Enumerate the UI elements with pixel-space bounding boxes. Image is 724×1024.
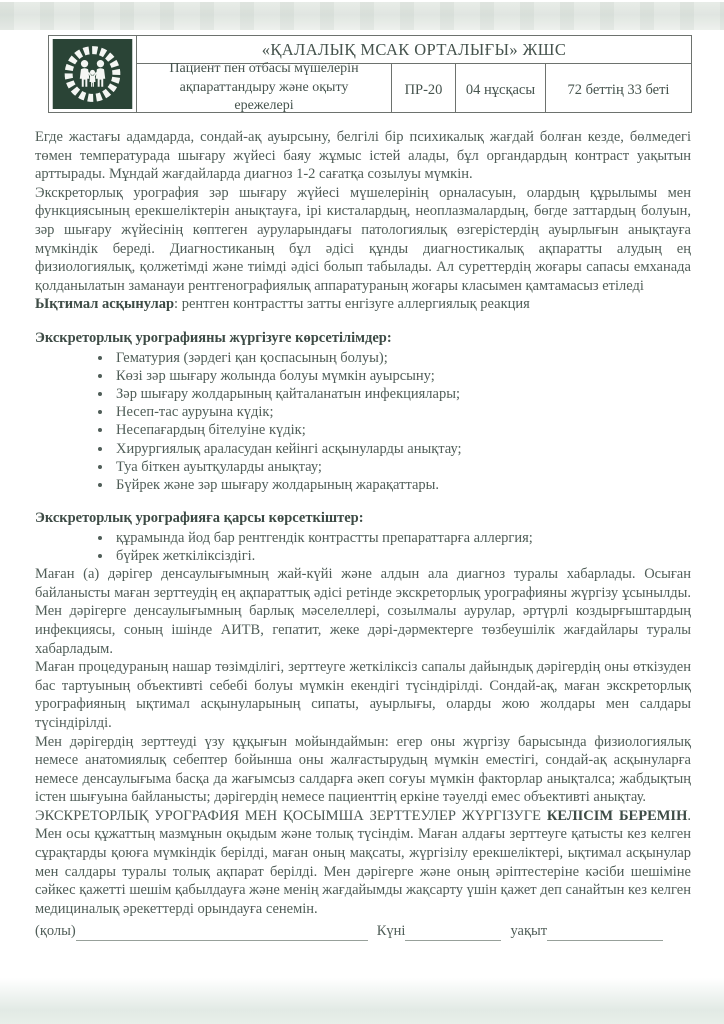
contraindications-list — [35, 529, 691, 565]
consent-paragraph-informed: Маған (а) дәрігер денсаулығымның жай-күйі және алдын ала диагноз туралы хабарлады. Осыған байланысты маған зерттеудің ең ақпараттық әдісі ретінде экскреторлық урографияны жүргізу ұсынылды. Мен дәрігерге денсаулығымның барлық мәселеллері, созылмалы аурулар, әртүрлі коздырғыштардың инфекциясы, соның ішінде АИТВ, гепатит, жеке дәрі-дәрмектерге төзбеушілік жағдайлары туралы хабарладым. — [35, 566, 691, 657]
signature-blank-line — [76, 927, 368, 941]
list-item: • Хирургиялық араласудан кейінгі асқынуларды анықтау; — [113, 440, 691, 458]
consent-agreement-caps: ЭКСКРЕТОРЛЫҚ УРОГРАФИЯ МЕН ҚОСЫМША ЗЕРТТЕУЛЕР ЖҮРГІЗУГЕ — [35, 807, 547, 824]
doc-version-cell: 04 нұсқасы — [455, 64, 545, 112]
time-label: уақыт — [510, 923, 548, 940]
paragraph-elderly-patients: Егде жастағы адамдарда, сондай-ақ ауырсыну, белгілі бір психикалық жағдай болған кезде, бөлмедегі төмен температурада шығару жүйесі баяу жұмыс істей алады, бұл органдардың контраст уақытын арттырады. Мұндай жағдайларда диагноз 1-2 сағатқа созылуы мүмкін. — [35, 129, 691, 183]
list-item: • бүйрек жеткіліксіздігі. — [113, 547, 691, 565]
scan-artifact-top-band — [0, 2, 724, 30]
list-item: • Несепағардың бітелуіне күдік; — [113, 421, 691, 439]
document-header-table — [48, 35, 692, 113]
list-item: • Туа біткен ауытқуларды анықтау; — [113, 458, 691, 476]
list-item: • Көзі зәр шығару жолында болуы мүмкін ауырсыну; — [113, 367, 691, 385]
signature-row — [35, 922, 691, 941]
document-body — [35, 128, 691, 941]
consent-agreement-bold: КЕЛІСІМ БЕРЕМІН — [546, 807, 688, 824]
indications-heading: Экскреторлық урографияны жүргізуге көрсетілімдер: — [35, 329, 392, 346]
organization-logo — [49, 36, 137, 112]
possible-complications-label: Ықтимал асқынулар — [35, 296, 175, 313]
list-item: • құрамында йод бар рентгендік контрастты препараттарға аллергия; — [113, 529, 691, 547]
list-item: • Бүйрек және зәр шығару жолдарының жарақаттары. — [113, 476, 691, 494]
doc-page-number-cell: 72 беттің 33 беті — [545, 64, 691, 112]
doc-title-cell: Пациент пен отбасы мүшелерін ақпараттандыру және оқыту ережелері — [169, 60, 359, 114]
contraindications-heading: Экскреторлық урографияға қарсы көрсеткіштер: — [35, 510, 364, 527]
doc-code-cell: ПР-20 — [391, 64, 455, 112]
signature-label: (қолы) — [35, 923, 76, 940]
indications-list — [35, 349, 691, 495]
possible-complications-text: : рентген контрастты затты енгізуге аллергиялық реакция — [174, 296, 530, 313]
scan-artifact-bottom-band — [0, 978, 724, 1024]
paragraph-urography-description: Экскреторлық урография зәр шығару жүйесі мүшелерінің орналасуын, олардың құрылымы мен функциясының ерекшеліктерін анықтауға, ірі кисталардың, неоплазмалардың, бөгде заттардың болуын, зәр шығару жүйесінің көптеген ауруларындағы патологиялық өзгерістердің ауырлығын анықтауға мүмкіндік береді. Диагностиканың бұл әдісі құнды диагностикалық ақпаратты алудың ең физиологиялық, қолжетімді және тиімді әдісі болып табылады. Ал суреттердің жоғары сапасы емханада қолданылатын заманауи рентгенографиялық аппаратураның жоғары класымен қамтамасыз етіледі — [35, 184, 691, 294]
date-label: Күні — [376, 923, 406, 940]
list-item: • Зәр шығару жолдарының қайталанатын инфекциялары; — [113, 385, 691, 403]
family-circle-logo-icon — [52, 39, 133, 109]
org-title: «ҚАЛАЛЫҚ МСАК ОРТАЛЫҒЫ» ЖШС — [137, 36, 691, 64]
consent-paragraph-interrupt-right: Мен дәрігердің зерттеуді үзу құқығын мойындаймын: егер оны жүргізу барысында физиологиялық немесе анатомиялық себептер бойынша оны жалғастырудың мүмкін еместігі, сондай-ақ асқынуларға немесе денсаулығыма басқа да жағымсыз салдарға әкеп соғуы мүмкін факторлар анықталса; жабдықтың істен шығуына байланысты; дәрігердің немесе пациенттің еркіне тәуелді емес объективті анықтау. — [35, 733, 691, 806]
consent-paragraph-refusal: Маған процедураның нашар төзімділігі, зерттеуге жеткіліксіз сапалы дайындық дәрігердің оны өткізуден бас тартуының объективті себебі болуы мүмкін екендігі түсіндірілді. Сондай-ақ, маған экскреторлық урографияның ықтимал асқынуларының сипаты, ауырлығы, оларды жою жолдары мен салдары түсіндірілді. — [35, 659, 691, 731]
time-blank-line — [547, 927, 663, 941]
consent-agreement-rest: . Мен осы құжаттың мазмұнын оқыдым және толық түсіндім. Маған алдағы зерттеуге қатысты кез келген сұрақтарды қоюға мүмкіндік берілді, маған оның мақсаты, жүргізілу ерекшеліктері, ықтимал асқынулар мен салдары туралы толық ақпарат берілді. Мен дәрігерге және оның әріптестеріне кәсіби шешіміне сәйкес қажетті шешім қабылдауға және менің жағдайымды жақсарту үшін қажет деп санайтын кез келген медициналық әрекеттерді орындауға сенемін. — [35, 807, 691, 917]
list-item: • Несеп-тас ауруына күдік; — [113, 403, 691, 421]
date-blank-line — [405, 927, 501, 941]
consent-agreement-paragraph — [35, 807, 691, 919]
possible-complications-line — [35, 295, 691, 314]
list-item: • Гематурия (зәрдегі қан қоспасының болуы); — [113, 349, 691, 367]
